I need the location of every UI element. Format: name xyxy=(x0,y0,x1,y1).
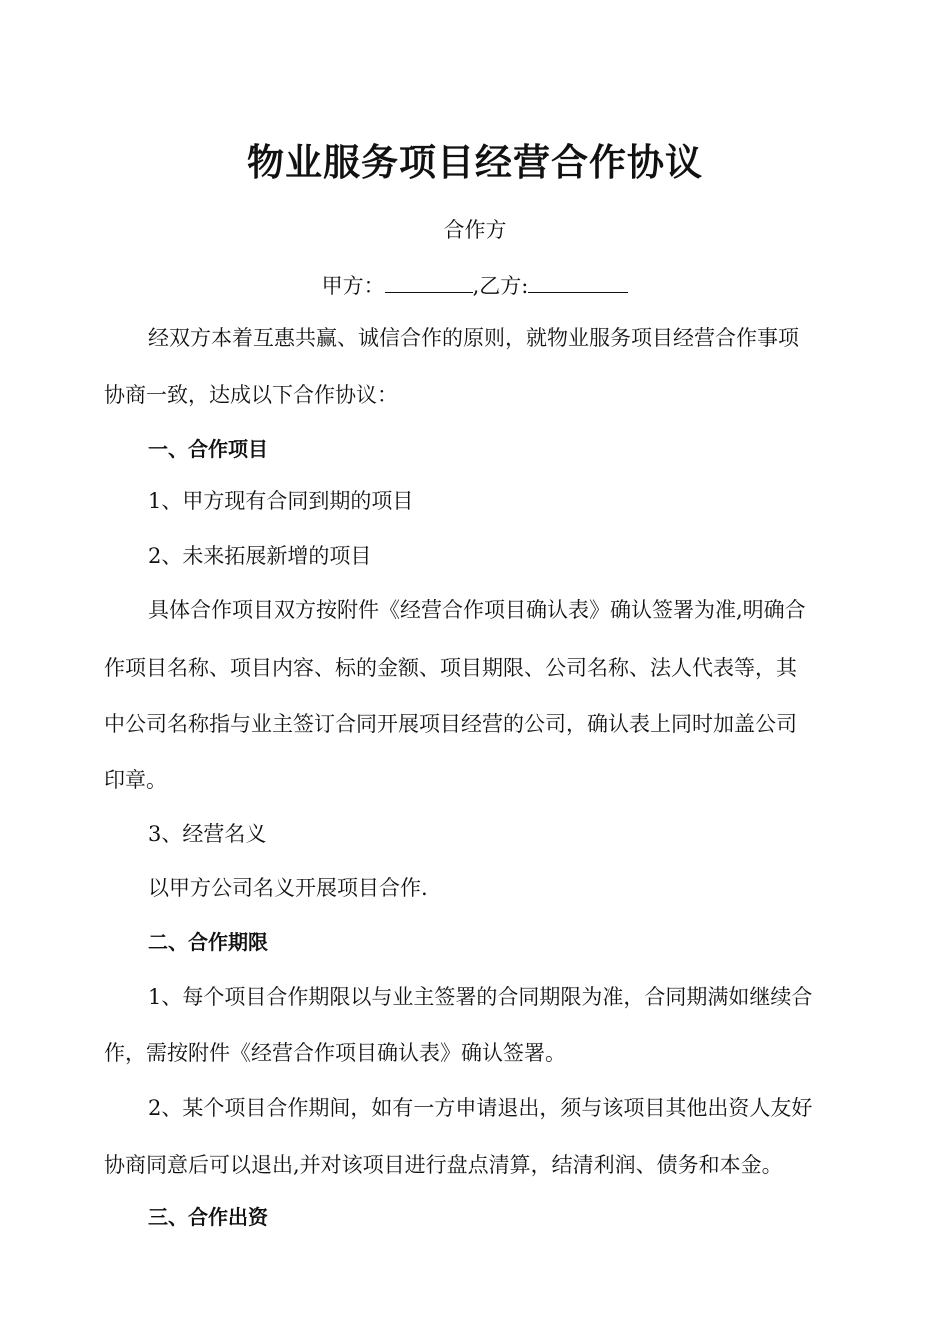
section-3-heading: 三、合作出资 xyxy=(148,1205,268,1229)
section-2-item-1-line-1: 1、每个项目合作期限以与业主签署的合同期限为准，合同期满如继续合 xyxy=(148,985,813,1009)
section-2-item-2-line-2: 协商同意后可以退出,并对该项目进行盘点清算，结清利润、债务和本金。 xyxy=(104,1153,783,1177)
section-1-item-2: 2、未来拓展新增的项目 xyxy=(148,544,372,568)
parties-label: 合作方 xyxy=(443,218,507,242)
section-1-item-3-text: 以甲方公司名义开展项目合作. xyxy=(148,876,428,900)
party-b-label: ,乙方: xyxy=(472,274,529,298)
document-title: 物业服务项目经营合作协议 xyxy=(247,141,703,184)
section-1-item-1: 1、甲方现有合同到期的项目 xyxy=(148,489,414,513)
section-2-item-1-line-2: 作，需按附件《经营合作项目确认表》确认签署。 xyxy=(104,1041,566,1065)
section-1-para-line-4: 印章。 xyxy=(104,768,167,792)
section-2-item-2-line-1: 2、某个项目合作期间，如有一方申请退出，须与该项目其他出资人友好 xyxy=(148,1096,813,1120)
section-1-para-line-1: 具体合作项目双方按附件《经营合作项目确认表》确认签署为准,明确合 xyxy=(148,598,806,622)
party-a-blank xyxy=(385,272,473,293)
intro-line-1: 经双方本着互惠共赢、诚信合作的原则，就物业服务项目经营合作事项 xyxy=(148,326,799,350)
intro-line-2: 协商一致，达成以下合作协议： xyxy=(104,383,398,407)
section-1-para-line-2: 作项目名称、项目内容、标的金额、项目期限、公司名称、法人代表等，其 xyxy=(104,656,797,680)
party-a-label: 甲方： xyxy=(321,274,385,298)
parties-line xyxy=(0,270,950,300)
section-1-para-line-3: 中公司名称指与业主签订合同开展项目经营的公司，确认表上同时加盖公司 xyxy=(104,712,797,736)
section-2-heading: 二、合作期限 xyxy=(148,930,268,954)
party-b-blank xyxy=(528,272,628,293)
section-1-item-3: 3、经营名义 xyxy=(148,822,267,846)
section-1-heading: 一、合作项目 xyxy=(148,437,268,461)
